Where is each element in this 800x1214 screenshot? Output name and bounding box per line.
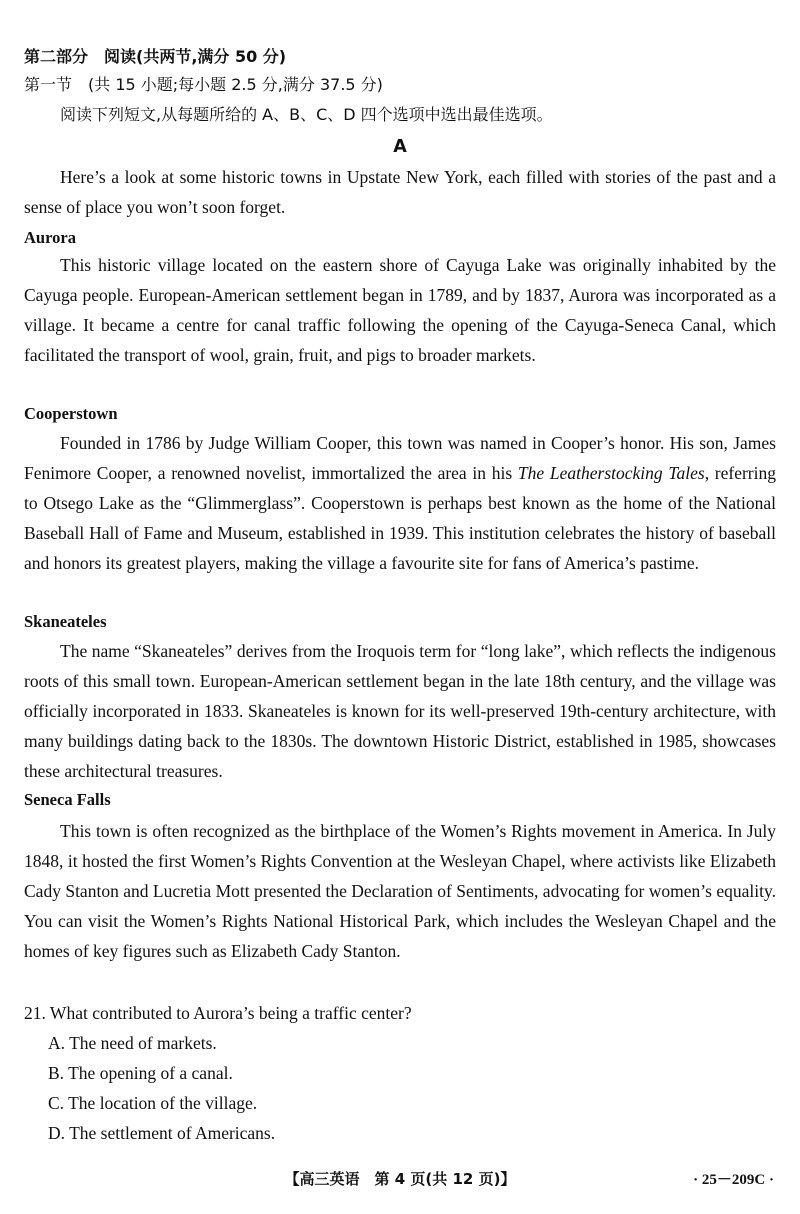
- town-text: This historic village located on the eastern shore of Cayuga Lake was originally inhabited by the Cayuga people. European-American settlement began in 1789, and by 1837, Aurora was incorporated as a village. It became a centre for canal traffic following the opening of the Cayuga-Seneca Canal, which facilitated the transport of wool, grain, fruit, and pigs to broader markets.: [24, 255, 776, 365]
- town-heading-seneca-falls: Seneca Falls: [24, 790, 111, 809]
- book-title: The Leatherstocking Tales: [517, 463, 705, 483]
- town-heading-skaneateles: Skaneateles: [24, 612, 107, 631]
- town-heading-cooperstown: Cooperstown: [24, 404, 118, 423]
- passage-intro: [24, 162, 776, 222]
- part-title: 第二部分 阅读(共两节,满分 50 分): [24, 47, 287, 66]
- town-paragraph-aurora: [24, 250, 776, 370]
- town-paragraph-cooperstown: [24, 428, 776, 578]
- town-text: [24, 428, 776, 578]
- town-text: The name “Skaneateles” derives from the Iroquois term for “long lake”, which reflects the indigenous roots of this small town. European-American settlement began in the late 18th century, and the village was officially incorporated in 1833. Skaneateles is known for its well-preserved 19th-century architecture, with many buildings dating back to the 1830s. The downtown Historic District, established in 1985, showcases these architectural treasures.: [24, 641, 776, 781]
- instruction: 阅读下列短文,从每题所给的 A、B、C、D 四个选项中选出最佳选项。: [60, 105, 553, 124]
- town-text: This town is often recognized as the birthplace of the Women’s Rights movement in America. In July 1848, it hosted the first Women’s Rights Convention at the Wesleyan Chapel, where activists like Elizabeth Cady Stanton and Lucretia Mott presented the Declaration of Sentiments, advocating for women’s equality. You can visit the Women’s Rights National Historical Park, which includes the Wesleyan Chapel and the homes of key figures such as Elizabeth Cady Stanton.: [24, 821, 776, 961]
- option-a: A. The need of markets.: [48, 1033, 217, 1053]
- section-title: 第一节 (共 15 小题;每小题 2.5 分,满分 37.5 分): [24, 75, 383, 94]
- town-paragraph-skaneateles: [24, 636, 776, 786]
- option-b: B. The opening of a canal.: [48, 1063, 233, 1083]
- town-heading-aurora: Aurora: [24, 228, 76, 247]
- question-stem: 21. What contributed to Aurora’s being a traffic center?: [24, 1003, 412, 1023]
- option-c: C. The location of the village.: [48, 1093, 258, 1113]
- text-before: Founded in 1786 by Judge William Cooper, this town was named in Cooper’s honor. His son, James Fenimore Cooper, a renowned novelist, immortalized the area in his: [24, 433, 776, 483]
- text-after: , referring to Otsego Lake as the “Glimmerglass”. Cooperstown is perhaps best known as the home of the National Baseball Hall of Fame and Museum, established in 1939. This institution celebrates the history of baseball and honors its greatest players, making the village a favourite site for fans of America’s pastime.: [24, 463, 776, 573]
- option-d: D. The settlement of Americans.: [48, 1123, 276, 1143]
- passage-label: A: [393, 137, 407, 157]
- exam-code: · 25－209C ·: [693, 1172, 774, 1188]
- page-footer: 【高三英语 第 4 页(共 12 页)】: [284, 1170, 516, 1188]
- town-paragraph-seneca-falls: [24, 816, 776, 966]
- intro-text: Here’s a look at some historic towns in Upstate New York, each filled with stories of the past and a sense of place you won’t soon forget.: [24, 167, 776, 217]
